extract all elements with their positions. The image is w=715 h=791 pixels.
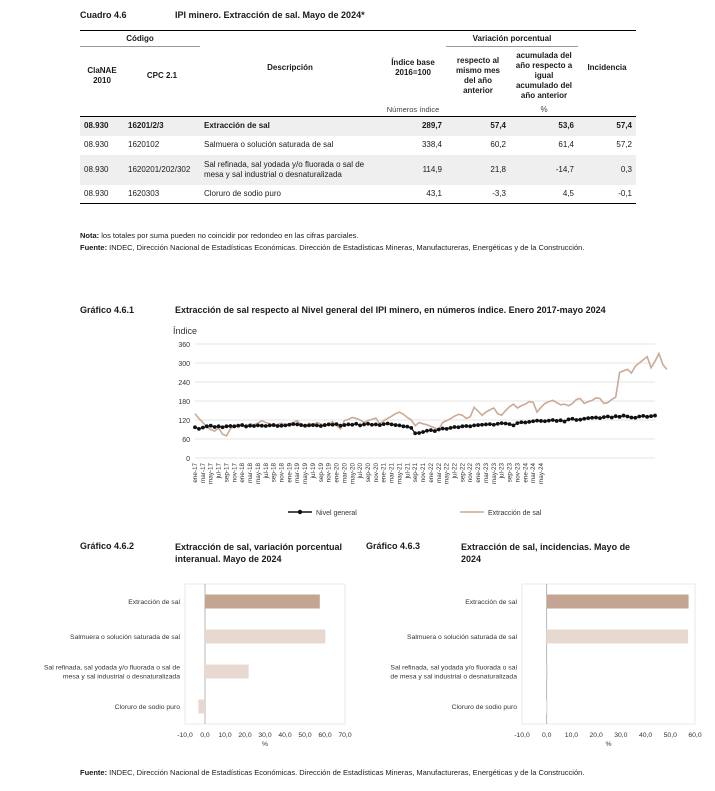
- cell-indice: 114,9: [380, 155, 446, 185]
- data-point: [500, 421, 504, 425]
- nota-text: los totales por suma pueden no coincidir por redondeo en las cifras parciales.: [99, 231, 359, 240]
- data-point: [295, 423, 299, 427]
- legend-marker-nivel: [298, 510, 302, 514]
- y-tick-label: 120: [178, 418, 190, 425]
- x-tick-label: sep-23: [506, 463, 514, 483]
- data-point: [323, 423, 327, 427]
- x-tick-label: 30,0: [614, 732, 628, 739]
- data-point: [276, 424, 280, 428]
- x-tick-label: sep-21: [412, 463, 420, 483]
- cell-inc: 57,2: [616, 140, 632, 149]
- data-point: [637, 415, 641, 419]
- y-tick-label: 0: [186, 456, 190, 463]
- x-axis-label: %: [605, 741, 612, 748]
- footer-fuente-label: Fuente:: [80, 768, 108, 777]
- header-descripcion: Descripción: [267, 62, 313, 72]
- x-tick-label: ene-22: [427, 463, 435, 483]
- header-variacion: Variación porcentual: [446, 31, 578, 47]
- x-tick-label: 30,0: [258, 732, 272, 739]
- data-point: [523, 421, 527, 425]
- category-label: Sal refinada, sal yodada y/o fluorada o sal: [390, 664, 517, 672]
- header-acumulada: acumulada del año respecto a igual acumulado del año anterior: [515, 50, 573, 100]
- data-point: [386, 422, 390, 426]
- data-point: [217, 424, 221, 428]
- data-point: [244, 424, 248, 428]
- cuadro-title: IPI minero. Extracción de sal. Mayo de 2024*: [175, 10, 365, 20]
- data-point: [527, 420, 531, 424]
- legend-label-nivel: Nivel general: [316, 510, 357, 517]
- cell-clanae: 08.930: [84, 188, 109, 198]
- x-tick-label: 0,0: [541, 732, 552, 739]
- data-point: [531, 419, 535, 423]
- data-point: [417, 431, 421, 435]
- x-tick-label: ene-20: [333, 463, 341, 483]
- data-point: [586, 416, 590, 420]
- data-point: [213, 425, 217, 429]
- data-point: [653, 414, 657, 418]
- bar: [205, 665, 249, 679]
- category-label: Extracción de sal: [128, 599, 180, 606]
- cell-desc: Extracción de sal: [200, 117, 380, 136]
- x-tick-label: -10,0: [177, 732, 193, 739]
- cuadro-source: [80, 243, 584, 252]
- data-point: [563, 420, 567, 424]
- x-tick-label: ene-18: [239, 463, 247, 483]
- x-tick-label: mar-20: [341, 463, 349, 483]
- cell-resp: 57,4: [446, 117, 510, 136]
- x-tick-label: sep-19: [317, 463, 325, 483]
- data-point: [457, 425, 461, 429]
- data-point: [327, 423, 331, 427]
- data-point: [488, 422, 492, 426]
- y-axis-label: Índice: [173, 326, 198, 336]
- x-tick-label: 20,0: [589, 732, 603, 739]
- data-point: [221, 425, 225, 429]
- x-tick-label: mar-24: [530, 463, 538, 483]
- cell-clanae: 08.930: [80, 155, 124, 185]
- unit-indice: Números índice: [386, 105, 440, 115]
- x-tick-label: 60,0: [318, 732, 332, 739]
- data-point: [496, 422, 500, 426]
- data-point: [468, 424, 472, 428]
- legend-label-extraccion: Extracción de sal: [488, 510, 542, 517]
- cell-inc: -0,1: [618, 188, 632, 198]
- bar: [547, 665, 548, 679]
- data-point: [504, 422, 508, 426]
- bar: [205, 630, 325, 644]
- table-row: [80, 185, 636, 204]
- data-point: [480, 423, 484, 427]
- data-point: [429, 428, 433, 432]
- cell-desc: Cloruro de sodio puro: [204, 188, 281, 198]
- data-point: [626, 415, 630, 419]
- cell-desc: Salmuera o solución saturada de sal: [204, 140, 334, 149]
- x-tick-label: may-24: [537, 463, 545, 484]
- data-point: [574, 418, 578, 422]
- data-point: [571, 417, 575, 421]
- cell-clanae: 08.930: [84, 140, 109, 149]
- cell-resp: 21,8: [446, 155, 510, 185]
- cell-acum: -14,7: [510, 155, 578, 185]
- bar-chart-variacion: [0, 576, 360, 756]
- data-point: [508, 422, 512, 426]
- bar: [546, 700, 547, 714]
- data-point: [594, 416, 598, 420]
- data-point: [649, 414, 653, 418]
- cell-indice: 43,1: [426, 188, 442, 198]
- x-tick-label: mar-19: [294, 463, 302, 483]
- g1-number: Gráfico 4.6.1: [80, 305, 135, 315]
- x-tick-label: may-22: [443, 463, 451, 484]
- cell-cpc: 1620201/202/302: [124, 155, 200, 185]
- data-point: [492, 423, 496, 427]
- x-tick-label: 70,0: [338, 732, 352, 739]
- data-point: [512, 423, 516, 427]
- x-tick-label: jul-23: [498, 462, 506, 479]
- header-cpc: CPC 2.1: [146, 70, 178, 80]
- bar: [547, 630, 688, 644]
- data-point: [590, 416, 594, 420]
- category-label: Cloruro de sodio puro: [114, 704, 180, 711]
- data-point: [346, 423, 350, 427]
- data-point: [358, 423, 362, 427]
- cuadro-note: [80, 231, 359, 240]
- data-point: [335, 422, 339, 426]
- data-point: [272, 423, 276, 427]
- category-label: de mesa y sal industrial o desnaturalizada: [390, 673, 517, 681]
- data-point: [256, 423, 260, 427]
- nota-label: Nota:: [80, 231, 100, 240]
- x-tick-label: ene-17: [192, 463, 199, 483]
- data-point: [228, 424, 232, 428]
- data-point: [193, 425, 197, 429]
- data-point: [614, 414, 618, 418]
- x-tick-label: may-23: [490, 463, 498, 484]
- data-point: [641, 414, 645, 418]
- cell-indice: 289,7: [380, 117, 446, 136]
- data-point: [476, 423, 480, 427]
- x-tick-label: sep-20: [364, 463, 372, 483]
- data-point: [315, 423, 319, 427]
- data-point: [232, 424, 236, 428]
- header-respecto: respecto al mismo mes del año anterior: [455, 55, 501, 95]
- x-tick-label: ene-24: [522, 463, 530, 483]
- data-point: [401, 424, 405, 428]
- data-point: [236, 424, 240, 428]
- x-tick-label: may-17: [207, 463, 215, 484]
- data-point: [515, 421, 519, 425]
- data-point: [362, 423, 366, 427]
- x-tick-label: nov-22: [467, 463, 475, 483]
- x-tick-label: may-21: [396, 463, 404, 484]
- x-tick-label: jul-19: [309, 463, 317, 479]
- data-point: [366, 422, 370, 426]
- data-point: [618, 415, 622, 419]
- cell-cpc: 16201/2/3: [124, 117, 200, 136]
- g3-title: Extracción de sal, incidencias. Mayo de 2024: [461, 542, 631, 564]
- x-tick-label: sep-18: [270, 463, 278, 483]
- unit-pct: %: [540, 105, 548, 115]
- x-tick-label: may-20: [349, 463, 357, 484]
- data-point: [303, 424, 307, 428]
- x-tick-label: 60,0: [688, 732, 702, 739]
- cell-acum: 53,6: [510, 117, 578, 136]
- data-point: [240, 423, 244, 427]
- data-point: [437, 428, 441, 432]
- category-label: Cloruro de sodio puro: [451, 704, 517, 711]
- x-tick-label: nov-19: [325, 463, 333, 483]
- data-point: [378, 423, 382, 427]
- data-point: [319, 424, 323, 428]
- table-row: [80, 136, 636, 155]
- data-point: [464, 424, 468, 428]
- data-point: [331, 423, 335, 427]
- data-point: [633, 416, 637, 420]
- data-point: [264, 424, 268, 428]
- data-point: [602, 415, 606, 419]
- x-tick-label: jul-17: [215, 463, 223, 479]
- table-row: [80, 117, 636, 136]
- x-tick-label: mar-17: [199, 463, 207, 483]
- data-point: [350, 423, 354, 427]
- x-tick-label: mar-21: [388, 463, 396, 483]
- data-point: [398, 423, 402, 427]
- data-point: [374, 423, 378, 427]
- x-tick-label: 10,0: [218, 732, 232, 739]
- category-label: Extracción de sal: [465, 599, 517, 606]
- data-point: [543, 419, 547, 423]
- category-label: Sal refinada, sal yodada y/o fluorada o sal de: [43, 664, 180, 672]
- data-point: [268, 423, 272, 427]
- table-row: [80, 155, 636, 185]
- x-tick-label: 40,0: [638, 732, 653, 739]
- data-point: [405, 425, 409, 429]
- cell-desc: Sal refinada, sal yodada y/o fluorada o sal de mesa y sal industrial o desnaturalizada: [200, 155, 380, 185]
- cell-resp: 60,2: [490, 140, 506, 149]
- data-point: [339, 424, 343, 428]
- x-tick-label: 0,0: [200, 732, 210, 739]
- data-point: [421, 430, 425, 434]
- x-tick-label: jul-21: [404, 463, 412, 479]
- data-point: [197, 427, 201, 431]
- data-point: [610, 416, 614, 420]
- x-tick-label: jul-18: [262, 463, 270, 479]
- data-point: [622, 414, 626, 418]
- data-point: [205, 424, 209, 428]
- x-tick-label: ene-23: [475, 463, 483, 483]
- x-axis-label: %: [261, 741, 269, 748]
- data-point: [280, 424, 284, 428]
- cell-inc: 57,4: [578, 117, 636, 136]
- data-point: [551, 418, 555, 422]
- data-point: [433, 429, 437, 433]
- data-point: [453, 425, 457, 429]
- bar: [198, 700, 205, 714]
- data-point: [343, 423, 347, 427]
- data-point: [201, 426, 205, 430]
- data-point: [559, 418, 563, 422]
- fuente-text: INDEC, Dirección Nacional de Estadísticas Económicas. Dirección de Estadísticas Mineras, Manufactureras, Energéticas y de la Construcción.: [107, 243, 585, 252]
- x-tick-label: mar-22: [435, 463, 443, 483]
- y-tick-label: 300: [178, 361, 190, 368]
- x-tick-label: nov-17: [231, 463, 239, 483]
- bar: [205, 595, 320, 609]
- data-point: [209, 424, 213, 428]
- x-tick-label: nov-18: [278, 463, 286, 483]
- g2-title: Extracción de sal, variación porcentual interanual. Mayo de 2024: [175, 542, 343, 564]
- cell-acum: 4,5: [562, 188, 574, 198]
- series-line-extraccion: [195, 354, 667, 436]
- category-label: Salmuera o solución saturada de sal: [407, 634, 517, 641]
- data-point: [519, 420, 523, 424]
- x-tick-label: sep-22: [459, 463, 467, 483]
- bar-chart-incidencias: [360, 576, 715, 756]
- y-tick-label: 60: [182, 437, 190, 444]
- data-point: [413, 431, 417, 435]
- data-point: [287, 423, 291, 427]
- data-point: [311, 423, 315, 427]
- x-tick-label: 50,0: [663, 732, 677, 739]
- x-tick-label: may-19: [302, 463, 310, 484]
- data-point: [555, 419, 559, 423]
- data-point: [225, 424, 229, 428]
- data-point: [394, 423, 398, 427]
- x-tick-label: 40,0: [278, 732, 292, 739]
- x-tick-label: mar-18: [247, 463, 255, 483]
- cell-clanae: 08.930: [80, 117, 124, 136]
- x-tick-label: mar-23: [482, 463, 490, 483]
- x-tick-label: nov-20: [372, 463, 380, 483]
- x-tick-label: jul-22: [451, 463, 459, 479]
- g1-title: Extracción de sal respecto al Nivel general del IPI minero, en números índice. Enero 2017-mayo 2024: [175, 305, 606, 315]
- header-indice: Índice base 2016=100: [391, 57, 435, 77]
- y-tick-label: 180: [178, 399, 190, 406]
- line-chart: [0, 318, 715, 528]
- data-point: [578, 418, 582, 422]
- category-label: Salmuera o solución saturada de sal: [70, 634, 180, 641]
- x-tick-label: jul-20: [357, 463, 365, 479]
- data-point: [260, 424, 264, 428]
- data-point: [449, 426, 453, 430]
- data-point: [299, 423, 303, 427]
- data-point: [370, 423, 374, 427]
- y-tick-label: 360: [178, 342, 190, 349]
- cell-cpc: 1620303: [128, 188, 160, 198]
- data-point: [248, 424, 252, 428]
- x-tick-label: 10,0: [564, 732, 579, 739]
- data-point: [645, 415, 649, 419]
- data-point: [382, 422, 386, 426]
- x-tick-label: ene-19: [286, 463, 294, 483]
- data-point: [547, 419, 551, 423]
- data-point: [409, 426, 413, 430]
- data-point: [582, 417, 586, 421]
- cell-acum: 61,4: [558, 140, 574, 149]
- data-point: [535, 419, 539, 423]
- cell-cpc: 1620102: [128, 140, 160, 149]
- data-point: [425, 429, 429, 433]
- data-point: [606, 415, 610, 419]
- data-point: [460, 424, 464, 428]
- g2-number: Gráfico 4.6.2: [80, 541, 135, 551]
- data-point: [390, 423, 394, 427]
- data-point: [539, 419, 543, 423]
- cell-inc: 0,3: [578, 155, 636, 185]
- x-tick-label: nov-23: [514, 463, 522, 483]
- category-label: mesa y sal industrial o desnaturalizada: [62, 673, 180, 681]
- x-tick-label: sep-17: [223, 463, 231, 483]
- fuente-label: Fuente:: [80, 243, 108, 252]
- data-point: [598, 416, 602, 420]
- x-tick-label: may-18: [254, 463, 262, 484]
- x-tick-label: 50,0: [298, 732, 312, 739]
- header-incidencia: Incidencia: [587, 62, 627, 72]
- cell-indice: 338,4: [421, 140, 442, 149]
- footer-fuente-text: INDEC, Dirección Nacional de Estadísticas Económicas. Dirección de Estadísticas Mineras, Manufactureras, Energéticas y de la Construcción.: [107, 768, 585, 777]
- x-tick-label: 20,0: [238, 732, 252, 739]
- header-codigo: Código: [80, 31, 200, 47]
- x-tick-label: nov-21: [420, 463, 428, 483]
- g3-number: Gráfico 4.6.3: [366, 541, 421, 551]
- data-point: [354, 422, 358, 426]
- data-point: [307, 423, 311, 427]
- data-point: [291, 422, 295, 426]
- data-point: [445, 427, 449, 431]
- cuadro-number: Cuadro 4.6: [80, 10, 127, 20]
- x-tick-label: -10,0: [514, 732, 530, 739]
- data-point: [441, 427, 445, 431]
- data-point: [472, 423, 476, 427]
- header-clanae: ClaNAE 2010: [87, 65, 117, 85]
- y-tick-label: 240: [178, 380, 190, 387]
- cuadro-table: [80, 30, 636, 204]
- data-point: [252, 424, 256, 428]
- data-point: [484, 423, 488, 427]
- bar: [547, 595, 689, 609]
- x-tick-label: ene-21: [380, 463, 388, 483]
- data-point: [567, 417, 571, 421]
- footer-source: [80, 768, 584, 777]
- data-point: [284, 423, 288, 427]
- data-point: [630, 416, 634, 420]
- cell-resp: -3,3: [492, 188, 506, 198]
